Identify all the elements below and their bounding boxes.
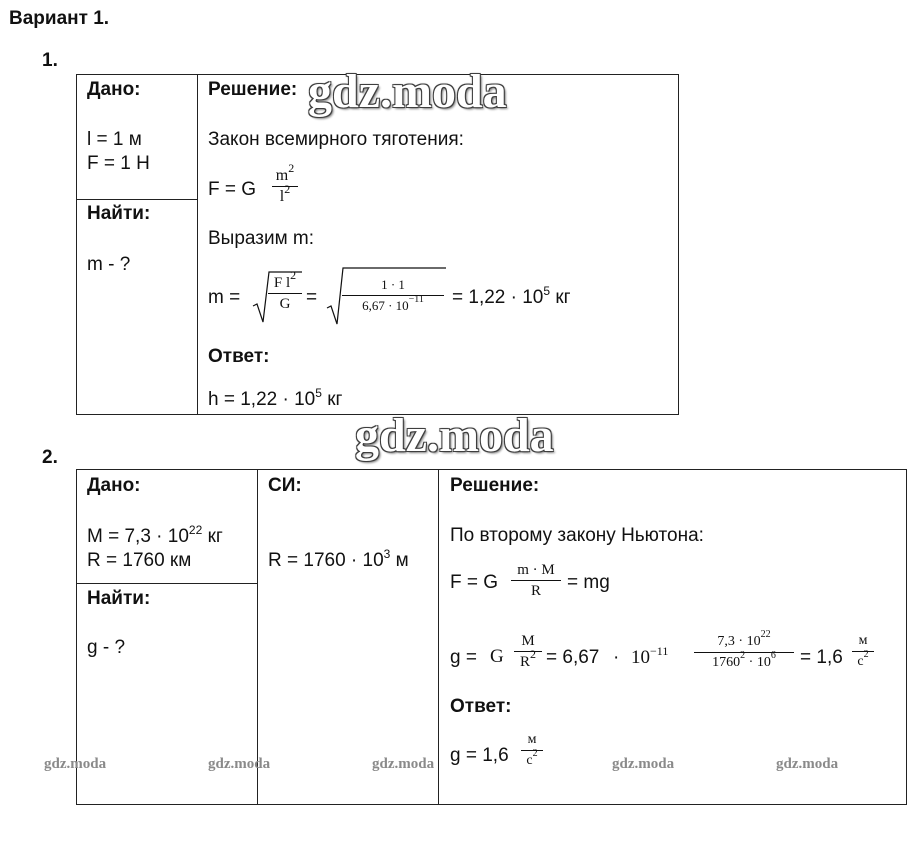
p1-answer-value: $h = 1,22 \cdot 10^5$ кг	[208, 386, 343, 410]
watermark-small-2: gdz.moda	[208, 756, 271, 772]
p2-f-suffix: = mg	[567, 572, 610, 593]
p1-express-text: Выразим m:	[208, 228, 315, 249]
watermark-small-1: gdz.moda	[44, 756, 107, 772]
p1-calc-prefix: m =	[208, 287, 241, 308]
p1-root1-fraction: F $l^2$ G	[268, 274, 302, 313]
p2-f-prefix: F = G	[450, 572, 499, 593]
p1-law-text: Закон всемирного тяготения:	[208, 129, 464, 150]
p2-find-label: Найти:	[87, 588, 151, 609]
problem-1-number: 1.	[42, 50, 58, 71]
watermark-small-4: gdz.moda	[612, 756, 675, 772]
p2-answer-label: Ответ:	[450, 696, 512, 717]
p2-given-label: Дано:	[87, 475, 141, 496]
p1-formula-fraction: $m^2$ $l^2$	[272, 167, 298, 206]
p2-law-text: По второму закону Ньютона:	[450, 525, 704, 546]
p2-si-value: $R = 1760 \cdot 10^3$ м	[268, 547, 409, 571]
p1-solution-label: Решение:	[208, 79, 298, 100]
p1-given-label: Дано:	[87, 79, 141, 100]
p1-given-l: l = 1 м	[87, 129, 142, 150]
p1-find-label: Найти:	[87, 203, 151, 224]
p2-g-eq: = 6,67	[546, 647, 600, 668]
p1-eq1: =	[306, 287, 318, 308]
p2-answer-unit: м $с^2$	[521, 731, 543, 770]
watermark-big-1: gdz.moda	[308, 65, 507, 118]
p1-answer-label: Ответ:	[208, 346, 270, 367]
p1-given-f: F = 1 Н	[87, 153, 150, 174]
p2-answer-prefix: g = 1,6	[450, 745, 509, 766]
p2-g-dot: ·	[613, 647, 620, 668]
p2-solution-label: Решение:	[450, 475, 540, 496]
p2-g-ten: $10^{-11}$	[631, 644, 669, 668]
p1-formula-prefix: F = G	[208, 179, 257, 200]
watermark-big-2: gdz.moda	[355, 409, 554, 462]
p2-si-label: СИ:	[268, 475, 302, 496]
p2-g-result: = 1,6	[800, 647, 843, 668]
problem-2-number: 2.	[42, 447, 58, 468]
p1-find-value: m - ?	[87, 254, 131, 275]
watermark-small-3: gdz.moda	[372, 756, 435, 772]
page-title: Вариант 1.	[9, 8, 110, 29]
p2-g-prefix: g =	[450, 647, 477, 668]
p2-g-G: G	[490, 646, 504, 667]
p1-calc-result: = $1,22 \cdot 10^5$ кг	[452, 284, 571, 308]
watermark-small-5: gdz.moda	[776, 756, 839, 772]
p1-root2-fraction: 1 · 1 $6,67 \cdot 10^{-11}$	[342, 276, 444, 315]
p2-given-m: $M = 7,3 \cdot 10^{22}$ кг	[87, 523, 223, 547]
p2-find-value: g - ?	[87, 637, 126, 658]
p2-g-fraction-1: M $R^2$	[514, 632, 542, 671]
p2-g-unit: м $с^2$	[852, 632, 874, 671]
p2-f-fraction: m · M R	[511, 561, 561, 600]
p2-g-fraction-2: $7,3 \cdot 10^{22}$ $1760^2 \cdot 10^6$	[694, 633, 794, 672]
p2-given-r: R = 1760 км	[87, 550, 192, 571]
